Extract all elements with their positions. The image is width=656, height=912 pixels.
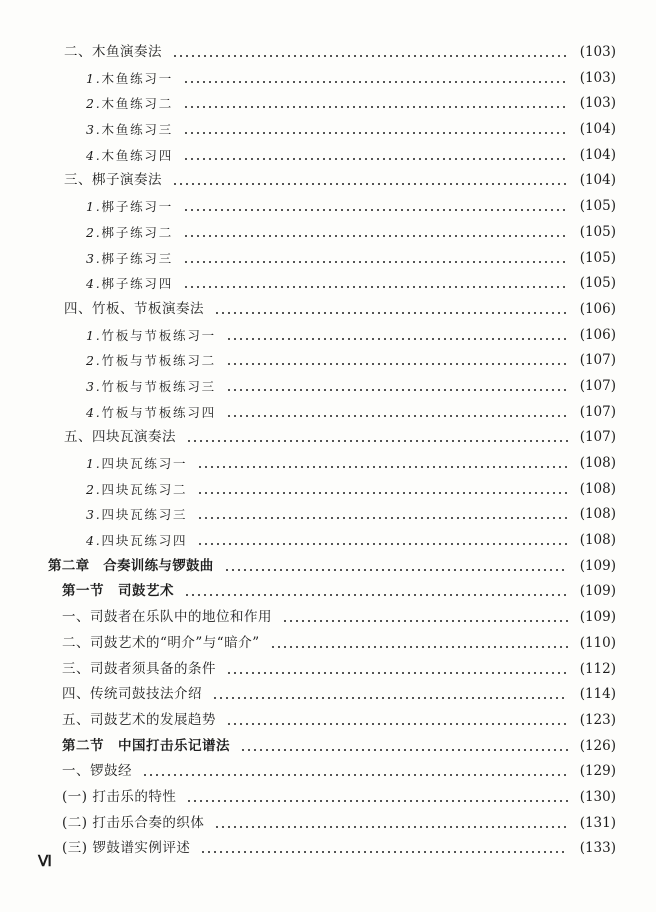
dot-leader — [197, 528, 568, 554]
toc-entry — [0, 451, 656, 477]
toc-entry-title: 五、四块瓦演奏法 — [64, 429, 176, 446]
toc-entry-title: 三、司鼓者须具备的条件 — [62, 660, 216, 677]
toc-entry — [0, 297, 656, 323]
toc-entry-page: (104) — [579, 121, 616, 138]
dot-leader — [197, 502, 568, 528]
toc-entry-title: 二、司鼓艺术的“明介”与“暗介” — [62, 634, 260, 651]
toc-entry-page: (105) — [579, 275, 616, 292]
dot-leader — [183, 220, 568, 246]
dot-leader — [183, 194, 568, 220]
toc-entry-page: (107) — [579, 352, 616, 369]
toc-entry-number: 2. — [86, 96, 102, 112]
dot-leader — [214, 811, 568, 837]
toc-entry — [0, 502, 656, 528]
dot-leader — [197, 477, 568, 503]
toc-entry-page: (109) — [579, 557, 616, 574]
toc-entry-text: 四块瓦练习三 — [101, 507, 188, 523]
toc-entry-text: 竹板与节板练习三 — [101, 378, 216, 394]
toc-entry-page: (108) — [579, 532, 616, 549]
dot-leader — [270, 631, 568, 657]
toc-entry-number: 4. — [86, 276, 102, 292]
toc-entry-page: (104) — [579, 172, 616, 189]
toc-entry-title — [86, 194, 173, 220]
toc-entry-page: (105) — [579, 223, 616, 240]
toc-entry-page: (114) — [579, 686, 616, 703]
toc-entry-text: 木鱼练习一 — [101, 70, 174, 86]
toc-entry-page: (107) — [579, 429, 616, 446]
toc-entry-title — [86, 374, 216, 400]
toc-entry-text: 竹板与节板练习二 — [101, 353, 216, 369]
dot-leader — [200, 836, 568, 862]
toc-entry — [0, 168, 656, 194]
toc-entry-page: (129) — [579, 763, 616, 780]
toc-entry-number: 4. — [86, 404, 102, 420]
toc-entry — [0, 554, 656, 580]
dot-leader — [183, 117, 568, 143]
toc-entry-title — [86, 117, 173, 143]
dot-leader — [226, 400, 568, 426]
toc-entry — [0, 374, 656, 400]
dot-leader — [142, 759, 568, 785]
toc-entry-number: 2. — [86, 224, 102, 240]
toc-entry-number: 2. — [86, 481, 102, 497]
toc-entry — [0, 400, 656, 426]
toc-entry — [0, 708, 656, 734]
dot-leader — [226, 708, 568, 734]
toc-entry-title — [86, 528, 187, 554]
toc-entry — [0, 271, 656, 297]
toc-entry-page: (105) — [579, 249, 616, 266]
toc-entry-title: 二、木鱼演奏法 — [64, 44, 162, 60]
toc-entry — [0, 66, 656, 92]
toc-entry-text: 梆子练习四 — [101, 276, 174, 292]
dot-leader — [184, 579, 568, 605]
toc-entry-number: 1. — [86, 70, 102, 86]
toc-entry — [0, 528, 656, 554]
toc-entry-title — [86, 348, 216, 374]
toc-entry — [0, 605, 656, 631]
toc-entry — [0, 811, 656, 837]
toc-entry-title: 第二节 中国打击乐记谱法 — [62, 737, 230, 754]
toc-entry-text: 竹板与节板练习四 — [101, 404, 216, 420]
toc-entry-page: (126) — [579, 737, 616, 754]
toc-entry-page: (103) — [579, 44, 616, 60]
toc-entry-text: 木鱼练习三 — [101, 122, 174, 138]
toc-entry-title — [86, 451, 187, 477]
toc-entry — [0, 348, 656, 374]
toc-entry-title: 一、司鼓者在乐队中的地位和作用 — [62, 609, 272, 626]
dot-leader — [183, 91, 568, 117]
dot-leader — [172, 168, 568, 194]
dot-leader — [186, 425, 568, 451]
toc-entry-page: (106) — [579, 300, 616, 317]
toc-entry-text: 梆子练习三 — [101, 250, 174, 266]
toc-entry-page: (130) — [579, 788, 616, 805]
toc-entry — [0, 579, 656, 605]
toc-entry — [0, 246, 656, 272]
toc-entry-text: 梆子练习一 — [101, 199, 174, 215]
toc-entry-number: 3. — [86, 507, 102, 523]
dot-leader — [186, 785, 568, 811]
toc-entry-page: (107) — [579, 377, 616, 394]
toc-entry-page: (108) — [579, 480, 616, 497]
toc-entry-page: (112) — [579, 660, 616, 677]
toc-entry-text: 四块瓦练习四 — [101, 533, 188, 549]
toc-entry-number: 4. — [86, 147, 102, 163]
dot-leader — [214, 297, 568, 323]
dot-leader — [224, 554, 568, 580]
toc-entry-text: 木鱼练习二 — [101, 96, 174, 112]
toc-entry-title — [86, 400, 216, 426]
toc-entry — [0, 220, 656, 246]
toc-entry — [0, 785, 656, 811]
toc-entry — [0, 836, 656, 862]
toc-entry — [0, 194, 656, 220]
toc-entry-title: 四、竹板、节板演奏法 — [64, 300, 204, 317]
dot-leader — [183, 271, 568, 297]
toc-entry-title: 一、锣鼓经 — [62, 763, 132, 780]
toc-entry — [0, 631, 656, 657]
toc-entry-text: 四块瓦练习一 — [101, 456, 188, 471]
toc-entry-page: (105) — [579, 198, 616, 215]
dot-leader — [172, 40, 568, 66]
dot-leader — [212, 682, 568, 708]
dot-leader — [240, 734, 568, 760]
toc-entry-title: (二) 打击乐合奏的织体 — [62, 814, 205, 831]
page-number-footer: Ⅵ — [38, 854, 52, 870]
toc-entry-number: 3. — [86, 122, 102, 138]
toc-entry-page: (108) — [579, 455, 616, 471]
toc-entry-page: (123) — [579, 711, 616, 728]
table-of-contents — [0, 40, 656, 862]
toc-entry-page: (103) — [579, 69, 616, 86]
toc-entry-title: 四、传统司鼓技法介绍 — [62, 686, 202, 703]
toc-entry-title: 第二章 合奏训练与锣鼓曲 — [48, 557, 214, 574]
toc-entry-text: 木鱼练习四 — [101, 147, 174, 163]
toc-entry — [0, 143, 656, 169]
toc-entry-number: 4. — [86, 533, 102, 549]
toc-entry-page: (104) — [579, 146, 616, 163]
toc-entry-title: (三) 锣鼓谱实例评述 — [62, 840, 191, 857]
dot-leader — [183, 246, 568, 272]
toc-entry — [0, 91, 656, 117]
toc-entry-title — [86, 502, 187, 528]
toc-entry-title — [86, 220, 173, 246]
dot-leader — [183, 143, 568, 169]
toc-entry-page: (108) — [579, 506, 616, 523]
toc-entry-number: 2. — [86, 353, 102, 369]
toc-entry-number: 1. — [86, 199, 102, 215]
dot-leader — [226, 657, 568, 683]
toc-entry — [0, 425, 656, 451]
toc-entry-page: (103) — [579, 95, 616, 112]
toc-entry — [0, 40, 656, 66]
toc-entry-page: (106) — [579, 326, 616, 343]
toc-entry — [0, 117, 656, 143]
toc-entry-title: (一) 打击乐的特性 — [62, 788, 177, 805]
toc-entry-title: 三、梆子演奏法 — [64, 172, 162, 189]
toc-entry-title — [86, 143, 173, 169]
toc-entry-page: (109) — [579, 609, 616, 626]
toc-entry-number: 3. — [86, 378, 102, 394]
dot-leader — [226, 348, 568, 374]
toc-entry-title — [86, 477, 187, 503]
toc-entry-number: 1. — [86, 327, 102, 343]
toc-entry-page: (109) — [579, 583, 616, 600]
toc-entry — [0, 323, 656, 349]
toc-entry-number: 1. — [86, 456, 102, 471]
toc-entry — [0, 477, 656, 503]
toc-entry-title — [86, 323, 216, 349]
toc-entry-text: 梆子练习二 — [101, 224, 174, 240]
toc-entry-title — [86, 66, 173, 92]
dot-leader — [183, 66, 568, 92]
toc-entry — [0, 657, 656, 683]
toc-entry-title — [86, 271, 173, 297]
dot-leader — [226, 323, 568, 349]
toc-entry-page: (131) — [579, 814, 616, 831]
toc-entry — [0, 759, 656, 785]
toc-entry — [0, 682, 656, 708]
toc-entry — [0, 734, 656, 760]
toc-entry-text: 竹板与节板练习一 — [101, 327, 216, 343]
toc-entry-page: (107) — [579, 403, 616, 420]
dot-leader — [197, 451, 568, 477]
toc-entry-title: 五、司鼓艺术的发展趋势 — [62, 711, 216, 728]
toc-entry-page: (133) — [579, 840, 616, 857]
toc-entry-title — [86, 91, 173, 117]
toc-entry-text: 四块瓦练习二 — [101, 481, 188, 497]
dot-leader — [226, 374, 568, 400]
toc-entry-page: (110) — [579, 634, 616, 651]
toc-entry-title — [86, 246, 173, 272]
toc-entry-title: 第一节 司鼓艺术 — [62, 583, 174, 600]
toc-entry-number: 3. — [86, 250, 102, 266]
dot-leader — [282, 605, 568, 631]
